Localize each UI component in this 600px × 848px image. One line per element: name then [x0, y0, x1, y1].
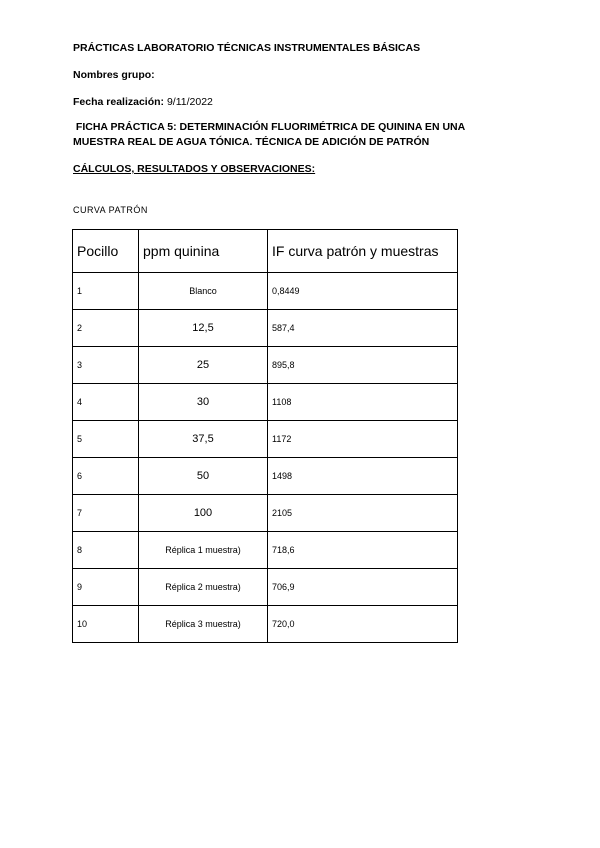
date-label: Fecha realización:	[73, 96, 165, 108]
cell-ppm: 30	[139, 384, 268, 421]
course-title: PRÁCTICAS LABORATORIO TÉCNICAS INSTRUMENTALES BÁSICAS	[73, 42, 421, 54]
table-row	[73, 384, 458, 421]
cell-pocillo: 4	[73, 384, 139, 421]
header-pocillo: Pocillo	[73, 230, 139, 273]
cell-if: 1108	[268, 384, 458, 421]
group-names-label: Nombres grupo:	[73, 69, 155, 81]
table-header-row	[73, 230, 458, 273]
group-names-line	[73, 69, 155, 81]
table-row	[73, 532, 458, 569]
table-row	[73, 606, 458, 643]
cell-ppm: 25	[139, 347, 268, 384]
cell-ppm: 37,5	[139, 421, 268, 458]
cell-pocillo: 7	[73, 495, 139, 532]
cell-pocillo: 5	[73, 421, 139, 458]
practice-title-line-1: FICHA PRÁCTICA 5: DETERMINACIÓN FLUORIMÉTRICA DE QUININA EN UNA	[73, 121, 466, 133]
cell-ppm: Réplica 1 muestra)	[139, 532, 268, 569]
cell-if: 1172	[268, 421, 458, 458]
practice-title	[73, 120, 513, 150]
cell-pocillo: 2	[73, 310, 139, 347]
cell-pocillo: 9	[73, 569, 139, 606]
table-row	[73, 347, 458, 384]
cell-ppm: 12,5	[139, 310, 268, 347]
date-line	[73, 96, 213, 108]
cell-if: 2105	[268, 495, 458, 532]
cell-ppm: Réplica 2 muestra)	[139, 569, 268, 606]
table-row	[73, 421, 458, 458]
cell-pocillo: 10	[73, 606, 139, 643]
header-if: IF curva patrón y muestras	[268, 230, 458, 273]
cell-if: 0,8449	[268, 273, 458, 310]
table-row	[73, 273, 458, 310]
date-value: 9/11/2022	[166, 96, 213, 108]
cell-ppm: Blanco	[139, 273, 268, 310]
table-row	[73, 458, 458, 495]
cell-if: 718,6	[268, 532, 458, 569]
table-row	[73, 310, 458, 347]
cell-if: 706,9	[268, 569, 458, 606]
table-row	[73, 569, 458, 606]
table-row	[73, 495, 458, 532]
cell-pocillo: 8	[73, 532, 139, 569]
cell-pocillo: 3	[73, 347, 139, 384]
practice-title-line-2: MUESTRA REAL DE AGUA TÓNICA. TÉCNICA DE ADICIÓN DE PATRÓN	[73, 136, 430, 148]
cell-pocillo: 1	[73, 273, 139, 310]
cell-if: 1498	[268, 458, 458, 495]
calibration-curve-label: CURVA PATRÓN	[73, 205, 148, 215]
cell-if: 587,4	[268, 310, 458, 347]
cell-if: 720,0	[268, 606, 458, 643]
cell-ppm: 50	[139, 458, 268, 495]
header-ppm-quinina: ppm quinina	[139, 230, 268, 273]
cell-ppm: 100	[139, 495, 268, 532]
cell-pocillo: 6	[73, 458, 139, 495]
results-heading: CÁLCULOS, RESULTADOS Y OBSERVACIONES:	[73, 163, 316, 175]
cell-if: 895,8	[268, 347, 458, 384]
cell-ppm: Réplica 3 muestra)	[139, 606, 268, 643]
calibration-table	[72, 229, 458, 643]
